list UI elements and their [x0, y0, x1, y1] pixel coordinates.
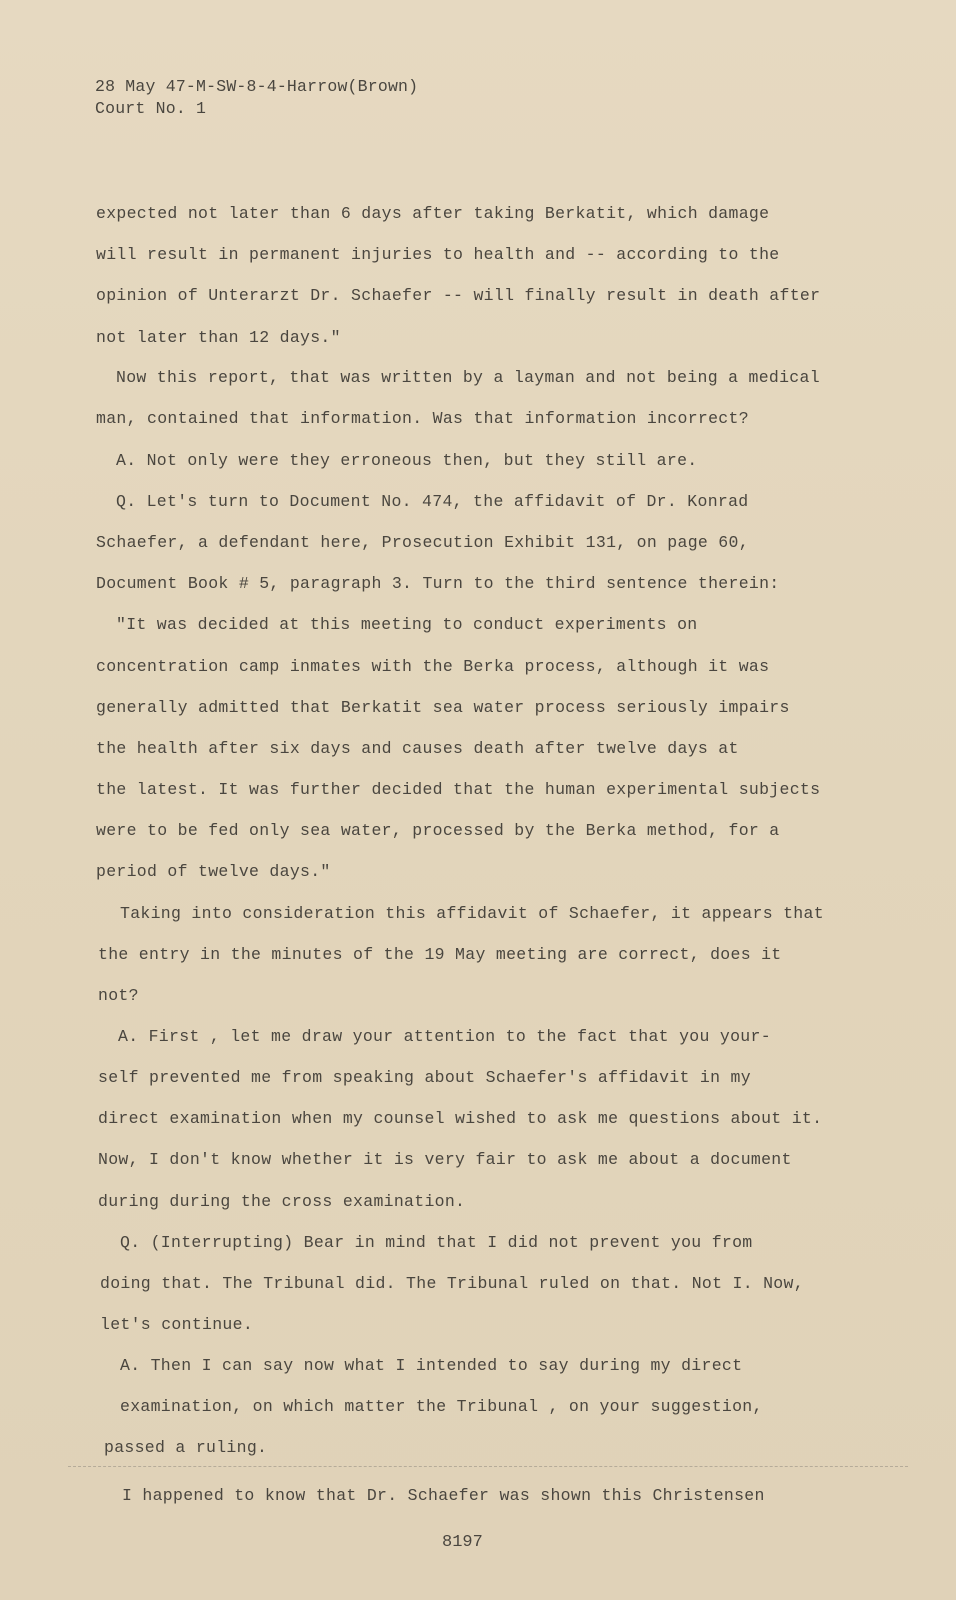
text-line: generally admitted that Berkatit sea water process seriously impairs [96, 698, 790, 717]
header-court: Court No. 1 [95, 99, 207, 118]
text-line: Q. Let's turn to Document No. 474, the affidavit of Dr. Konrad [116, 492, 749, 511]
text-line: A. Not only were they erroneous then, but they still are. [116, 451, 698, 470]
dashed-rule [68, 1466, 908, 1467]
text-line: examination, on which matter the Tribunal , on your suggestion, [120, 1397, 763, 1416]
text-line: Now this report, that was written by a layman and not being a medical [116, 368, 820, 387]
text-line: the latest. It was further decided that the human experimental subjects [96, 780, 821, 799]
text-line: I happened to know that Dr. Schaefer was shown this Christensen [122, 1486, 765, 1505]
text-line: the health after six days and causes death after twelve days at [96, 739, 739, 758]
text-line: passed a ruling. [104, 1438, 268, 1457]
text-line: "It was decided at this meeting to conduct experiments on [116, 615, 698, 634]
text-line: A. First , let me draw your attention to the fact that you your- [118, 1027, 771, 1046]
text-line: opinion of Unterarzt Dr. Schaefer -- will finally result in death after [96, 286, 821, 305]
text-line: doing that. The Tribunal did. The Tribunal ruled on that. Not I. Now, [100, 1274, 804, 1293]
text-line: the entry in the minutes of the 19 May meeting are correct, does it [98, 945, 782, 964]
text-line: Now, I don't know whether it is very fair to ask me about a document [98, 1150, 792, 1169]
text-line: Document Book # 5, paragraph 3. Turn to the third sentence therein: [96, 574, 780, 593]
text-line: during during the cross examination. [98, 1192, 466, 1211]
page-number: 8197 [442, 1533, 483, 1552]
text-line: self prevented me from speaking about Schaefer's affidavit in my [98, 1068, 751, 1087]
text-line: Schaefer, a defendant here, Prosecution Exhibit 131, on page 60, [96, 533, 749, 552]
text-line: let's continue. [100, 1315, 254, 1334]
text-line: direct examination when my counsel wished to ask me questions about it. [98, 1109, 823, 1128]
text-line: will result in permanent injuries to health and -- according to the [96, 245, 780, 264]
text-line: A. Then I can say now what I intended to say during my direct [120, 1356, 743, 1375]
document-header [95, 76, 418, 120]
text-line: Q. (Interrupting) Bear in mind that I did not prevent you from [120, 1233, 753, 1252]
text-line: period of twelve days." [96, 862, 331, 881]
text-line: not later than 12 days." [96, 328, 341, 347]
text-line: Taking into consideration this affidavit of Schaefer, it appears that [120, 904, 824, 923]
text-line: expected not later than 6 days after taking Berkatit, which damage [96, 204, 770, 223]
text-line: man, contained that information. Was that information incorrect? [96, 409, 749, 428]
text-line: were to be fed only sea water, processed by the Berka method, for a [96, 821, 780, 840]
text-line: concentration camp inmates with the Berka process, although it was [96, 657, 770, 676]
header-reference: 28 May 47-M-SW-8-4-Harrow(Brown) [95, 77, 419, 96]
text-line: not? [98, 986, 139, 1005]
